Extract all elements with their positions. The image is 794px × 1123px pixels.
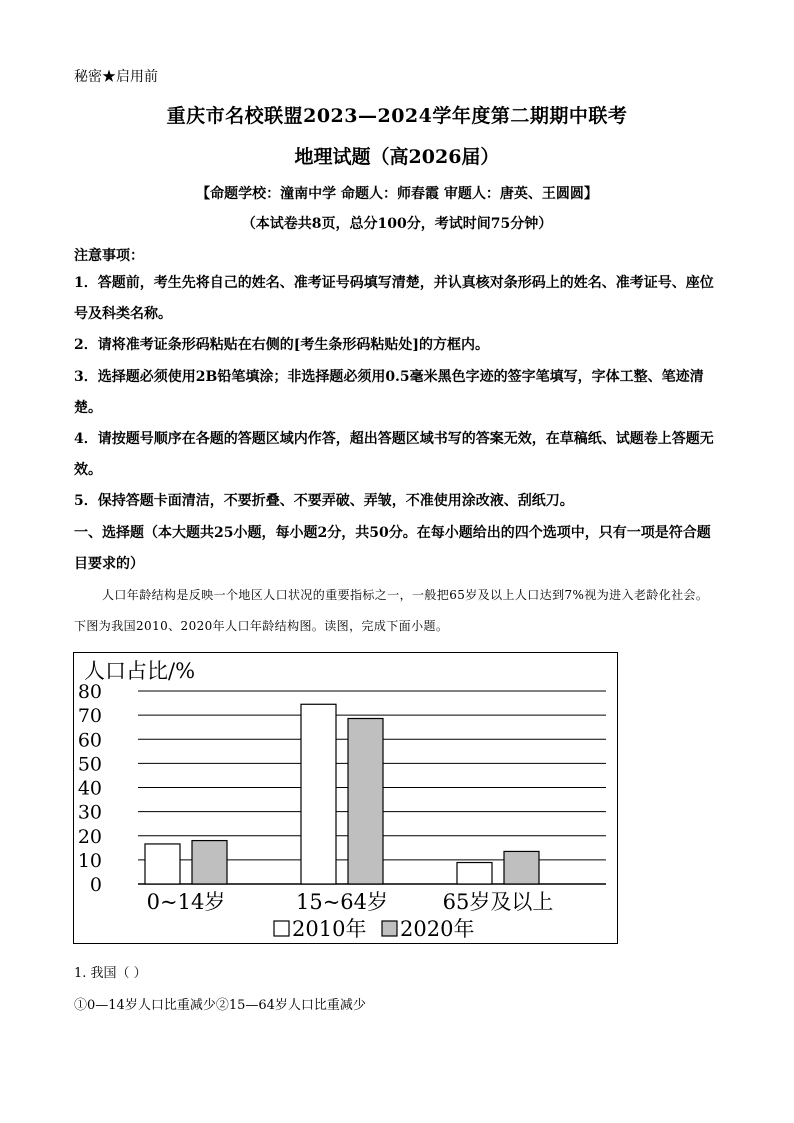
bar-2020 — [504, 851, 539, 884]
y-tick-label: 60 — [77, 729, 102, 752]
chart-ylabel: 人口占比/% — [84, 659, 196, 683]
question-intro: 人口年龄结构是反映一个地区人口状况的重要指标之一，一般把65岁及以上人口达到7%视为进入老龄化社会。下图为我国2010、2020年人口年龄结构图。读图，完成下面小题。 — [74, 588, 709, 633]
bar-2010 — [301, 704, 336, 884]
exam-info: （本试卷共8页，总分100分，考试时间75分钟） — [241, 216, 553, 232]
y-tick-label: 20 — [77, 825, 102, 848]
y-tick-label: 50 — [77, 753, 102, 776]
note-item-5: 5．保持答题卡面清洁，不要折叠、不要弄破、弄皱，不准使用涂改液、刮纸刀。 — [74, 493, 574, 509]
note-item-1: 1．答题前，考生先将自己的姓名、准考证号码填写清楚，并认真核对条形码上的姓名、准考证号、座位号及科类名称。 — [74, 275, 714, 322]
y-tick-label: 80 — [77, 681, 102, 703]
y-tick-label: 30 — [77, 801, 102, 824]
population-chart — [73, 652, 618, 944]
y-tick-label: 70 — [77, 705, 102, 728]
legend-swatch — [382, 921, 397, 936]
exam-title: 重庆市名校联盟2023—2024学年度第二期期中联考 — [166, 105, 628, 127]
y-tick-label: 0 — [89, 874, 102, 896]
legend-label: 2020年 — [400, 917, 475, 941]
population-bar-chart — [74, 653, 616, 942]
question-1-options: ①0—14岁人口比重减少②15—64岁人口比重减少 — [74, 998, 366, 1013]
bar-2010 — [145, 844, 180, 884]
exam-authors: 【命题学校：潼南中学 命题人：师春霞 审题人：唐英、王圆圆】 — [196, 186, 598, 202]
notes-heading: 注意事项： — [74, 248, 144, 264]
confidential-label: 秘密★启用前 — [74, 69, 158, 85]
note-item-2: 2．请将准考证条形码粘贴在右侧的[考生条形码粘贴处]的方框内。 — [74, 337, 489, 353]
x-tick-label: 65岁及以上 — [442, 890, 554, 914]
x-tick-label: 0~14岁 — [146, 890, 226, 914]
legend-label: 2010年 — [292, 917, 367, 941]
note-item-4: 4．请按题号顺序在各题的答题区域内作答，超出答题区域书写的答案无效，在草稿纸、试题卷上答题无效。 — [74, 431, 714, 478]
y-tick-label: 40 — [77, 777, 102, 800]
bar-2020 — [348, 719, 383, 884]
section-title: 一、选择题（本大题共25小题，每小题2分，共50分。在每小题给出的四个选项中，只有一项是符合题目要求的） — [74, 525, 711, 572]
question-1-stem: 1. 我国（ ） — [74, 966, 147, 981]
y-tick-label: 10 — [77, 849, 102, 872]
legend-swatch — [274, 921, 289, 936]
exam-subtitle: 地理试题（高2026届） — [294, 146, 500, 168]
bar-2020 — [192, 841, 227, 884]
x-tick-label: 15~64岁 — [295, 890, 389, 914]
bar-2010 — [457, 863, 492, 884]
note-item-3: 3．选择题必须使用2B铅笔填涂；非选择题必须用0.5毫米黑色字迹的签字笔填写，字体工整、笔迹清楚。 — [74, 369, 704, 416]
